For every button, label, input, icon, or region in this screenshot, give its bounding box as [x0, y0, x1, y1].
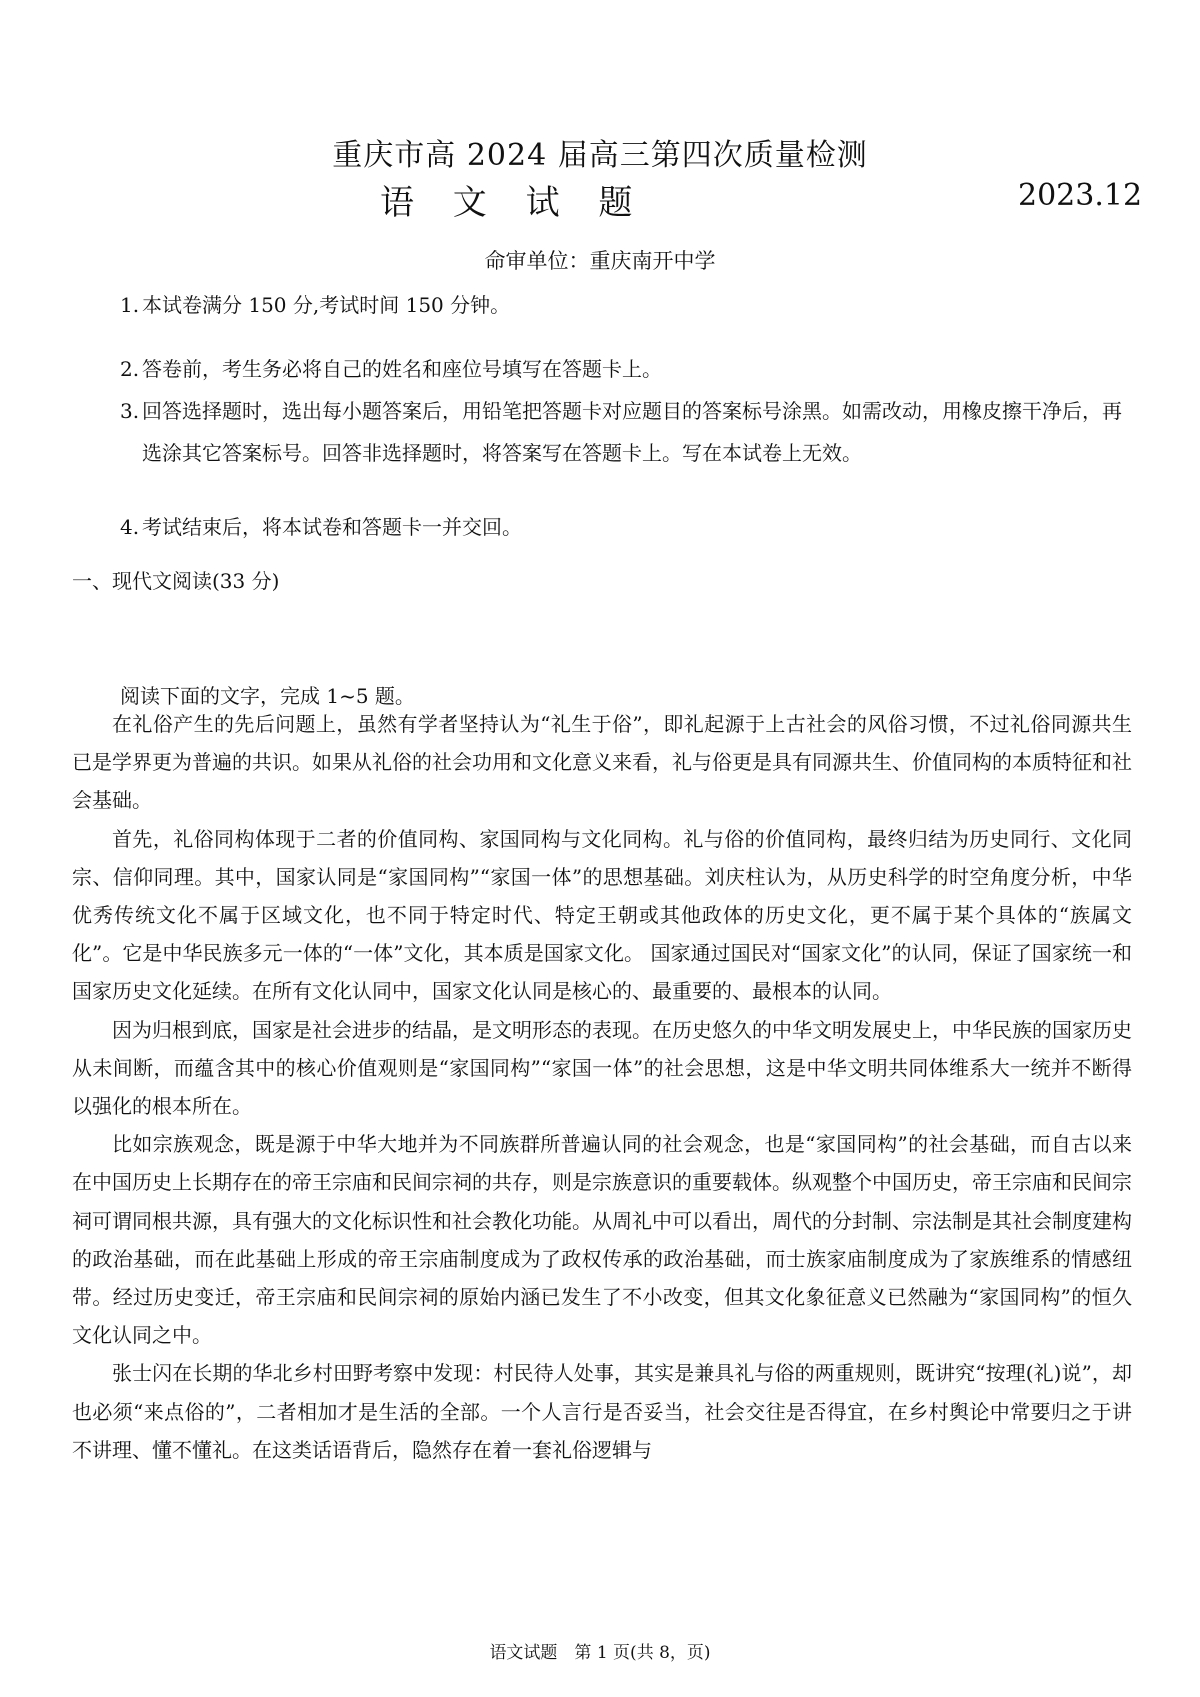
passage-paragraph: 张士闪在长期的华北乡村田野考察中发现：村民待人处事，其实是兼具礼与俗的两重规则，既讲究“按理(礼)说”，却也必须“来点俗的”，二者相加才是生活的全部。一个人言行是否妥当，社会交往是否得宜，在乡村舆论中常要归之于讲不讲理、懂不懂礼。在这类话语背后，隐然存在着一套礼俗逻辑与	[72, 1361, 1132, 1462]
reading-instruction: 阅读下面的文字，完成 1~5 题。	[120, 684, 415, 708]
page-footer: 语文试题 第 1 页(共 8，页)	[489, 1643, 711, 1663]
subject-title: 语 文 试 题	[380, 183, 647, 223]
reading-passage	[72, 705, 1132, 1469]
section-title: 一、现代文阅读(33 分)	[72, 569, 280, 593]
exam-date: 2023.12	[1018, 178, 1143, 213]
note-item: 2. 答卷前，考生务必将自己的姓名和座位号填写在答题卡上。	[120, 357, 662, 381]
passage-paragraph: 因为归根到底，国家是社会进步的结晶，是文明形态的表现。在历史悠久的中华文明发展史上，中华民族的国家历史从未间断，而蕴含其中的核心价值观则是“家国同构”“家国一体”的社会思想，这是中华文明共同体维系大一统并不断得以强化的根本所在。	[72, 1017, 1132, 1119]
note-item: 4. 考试结束后，将本试卷和答题卡一并交回。	[120, 515, 522, 539]
passage-paragraph: 在礼俗产生的先后问题上，虽然有学者坚持认为“礼生于俗”，即礼起源于上古社会的风俗习惯，不过礼俗同源共生已是学界更为普遍的共识。如果从礼俗的社会功用和文化意义来看，礼与俗更是具有同源共生、价值同构的本质特征和社会基础。	[72, 712, 1132, 813]
passage-paragraph: 比如宗族观念，既是源于中华大地并为不同族群所普遍认同的社会观念，也是“家国同构”的社会基础，而自古以来在中国历史上长期存在的帝王宗庙和民间宗祠的共存，则是宗族意识的重要载体。纵观整个中国历史，帝王宗庙和民间宗祠可谓同根共源，具有强大的文化标识性和社会教化功能。从周礼中可以看出，周代的分封制、宗法制是其社会制度建构的政治基础，而在此基础上形成的帝王宗庙制度成为了政权传承的政治基础，而士族家庙制度成为了家族维系的情感纽带。经过历史变迁，帝王宗庙和民间宗祠的原始内涵已发生了不小改变，但其文化象征意义已然融为“家国同构”的恒久文化认同之中。	[72, 1132, 1132, 1348]
passage-paragraph: 首先，礼俗同构体现于二者的价值同构、家国同构与文化同构。礼与俗的价值同构，最终归结为历史同行、文化同宗、信仰同理。其中，国家认同是“家国同构”“家国一体”的思想基础。刘庆柱认为，从历史科学的时空角度分析，中华优秀传统文化不属于区域文化，也不同于特定时代、特定王朝或其他政体的历史文化，更不属于某个具体的“族属文化”。它是中华民族多元一体的“一体”文化，其本质是国家文化。 国家通过国民对“国家文化”的认同，保证了国家统一和国家历史文化延续。在所有文化认同中，国家文化认同是核心的、最重要的、最根本的认同。	[72, 826, 1132, 1004]
note-item: 3. 回答选择题时，选出每小题答案后，用铅笔把答题卡对应题目的答案标号涂黑。如需改动，用橡皮擦干净后，再选涂其它答案标号。回答非选择题时，将答案写在答题卡上。写在本试卷上无效。	[120, 399, 1122, 465]
exam-unit: 命审单位：重庆南开中学	[484, 249, 716, 273]
note-item: 1. 本试卷满分 150 分,考试时间 150 分钟。	[120, 293, 511, 317]
exam-title: 重庆市高 2024 届高三第四次质量检测	[332, 138, 868, 173]
